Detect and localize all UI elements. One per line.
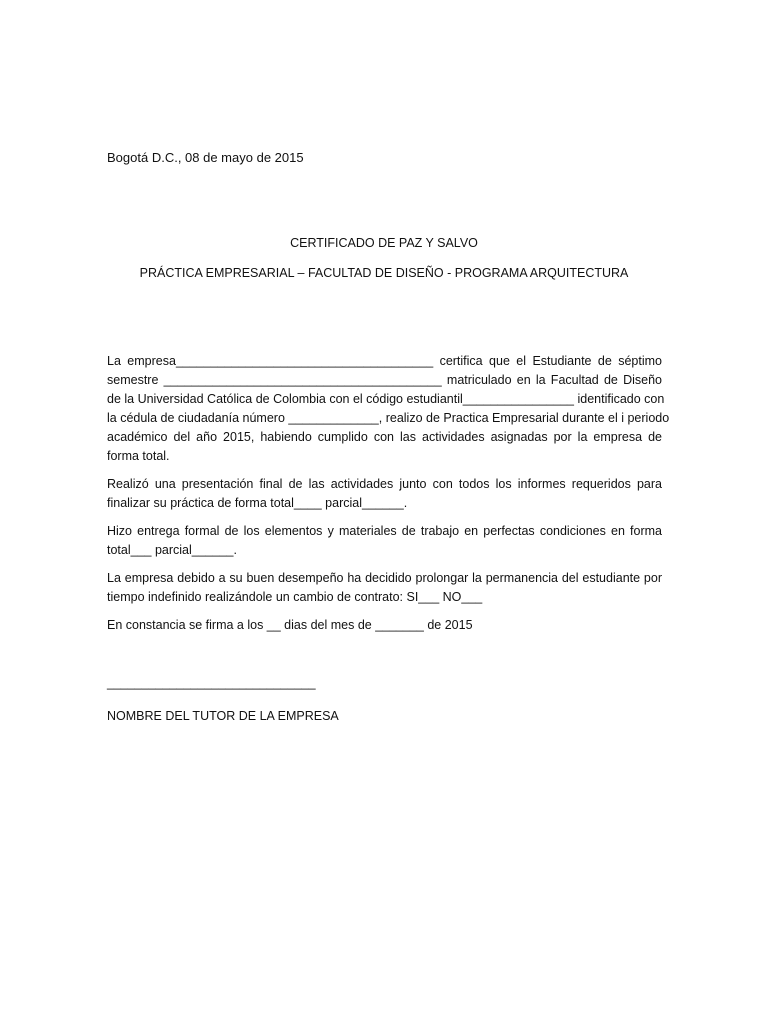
paragraph-line: La empresa_____________________________________ certifica que el Estudiante de séptimo: [107, 354, 662, 368]
paragraph-certification: [107, 352, 670, 466]
paragraph-presentation: [107, 475, 662, 513]
certificate-body: [107, 352, 670, 644]
paragraph-line: la cédula de ciudadanía número _____________, realizo de Practica Empresarial durante el i periodo: [107, 411, 670, 425]
signature-line: ______________________________: [107, 676, 316, 690]
paragraph-contract: [107, 569, 662, 607]
paragraph-line: La empresa debido a su buen desempeño ha decidido prolongar la permanencia del estudiante por: [107, 571, 662, 585]
paragraph-line: Hizo entrega formal de los elementos y materiales de trabajo en perfectas condiciones en forma: [107, 524, 662, 538]
paragraph-line: total___ parcial______.: [107, 543, 237, 557]
paragraph-delivery: [107, 522, 662, 560]
paragraph-line: Realizó una presentación final de las actividades junto con todos los informes requeridos para: [107, 477, 662, 491]
paragraph-line: académico del año 2015, habiendo cumplido con las actividades asignadas por la empresa de: [107, 430, 662, 444]
paragraph-line: finalizar su práctica de forma total____ parcial______.: [107, 496, 408, 510]
paragraph-line: forma total.: [107, 449, 170, 463]
document-title: CERTIFICADO DE PAZ Y SALVO: [290, 236, 478, 250]
paragraph-line: En constancia se firma a los __ dias del mes de _______ de 2015: [107, 618, 473, 632]
document-subtitle: PRÁCTICA EMPRESARIAL – FACULTAD DE DISEÑO - PROGRAMA ARQUITECTURA: [139, 266, 629, 280]
paragraph-line: tiempo indefinido realizándole un cambio de contrato: SI___ NO___: [107, 590, 483, 604]
paragraph-line: de la Universidad Católica de Colombia con el código estudiantil________________ identificado con: [107, 392, 665, 406]
date-line: Bogotá D.C., 08 de mayo de 2015: [107, 150, 304, 165]
signature-label: NOMBRE DEL TUTOR DE LA EMPRESA: [107, 709, 339, 723]
paragraph-line: semestre ________________________________________ matriculado en la Facultad de Diseño: [107, 373, 662, 387]
paragraph-signature-date: [107, 616, 662, 635]
